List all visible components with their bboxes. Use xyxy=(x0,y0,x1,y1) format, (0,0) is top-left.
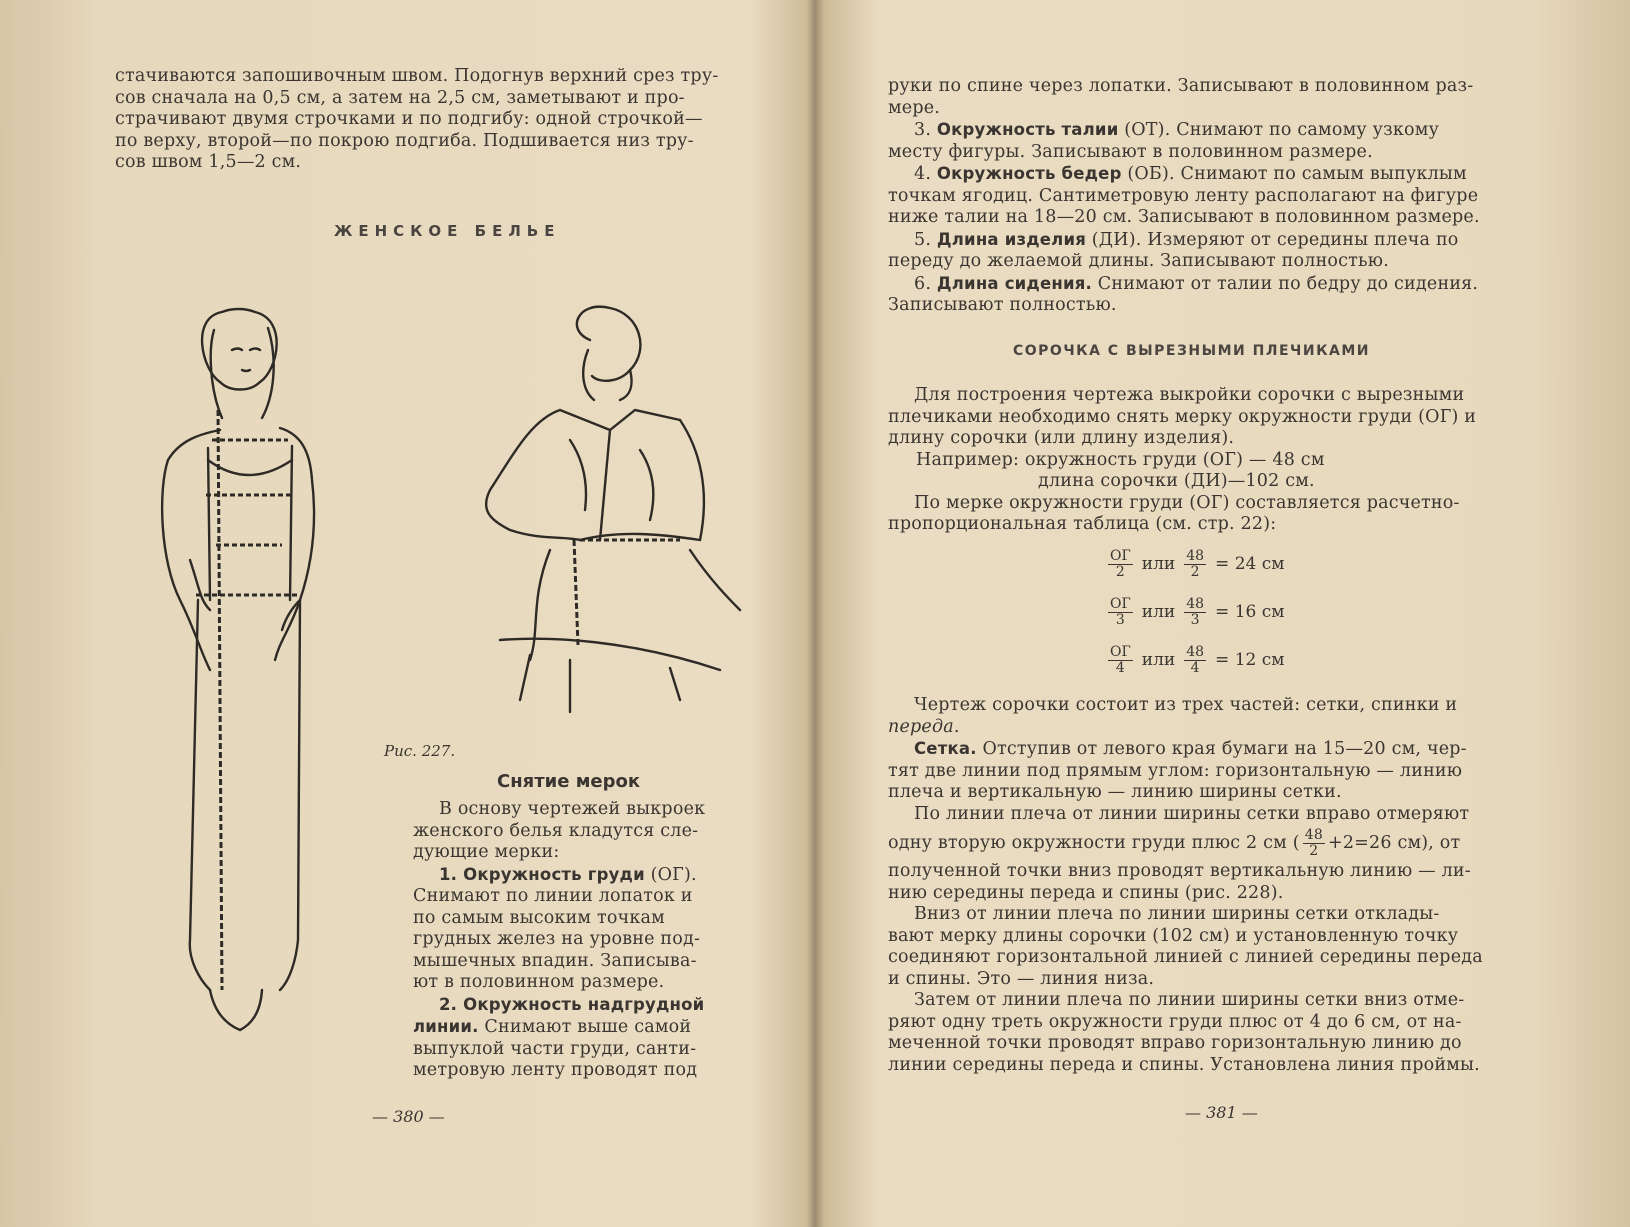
measure-item: 5. Длина изделия (ДИ). Измеряют от середины плеча по xyxy=(914,229,1459,250)
measure-title: Окружность талии xyxy=(936,120,1119,139)
text-line: Записывают полностью. xyxy=(888,295,1117,315)
text-line: дующие мерки: xyxy=(413,842,560,862)
text-line: длину сорочки (или длину изделия). xyxy=(888,428,1235,448)
construction-text xyxy=(888,695,1521,1076)
measurements-continued xyxy=(888,76,1521,317)
text-line: Снимают выше самой xyxy=(484,1017,692,1037)
text-line: мере. xyxy=(888,97,941,118)
formula-row: $\frac{ОГ}{2}$ или $\frac{48}{2}$ = 24 см xyxy=(1110,547,1285,580)
text-line: В основу чертежей выкроек xyxy=(439,799,706,819)
intro-text xyxy=(115,66,745,174)
setka-heading-line: Сетка. Отступив от левого края бумаги на 15—20 см, чер- xyxy=(914,739,1467,759)
text-line: Вниз от линии плеча по линии ширины сетки отклады- xyxy=(914,904,1440,924)
text-line: страчивают двумя строчками и по подгибу: одной строчкой— xyxy=(115,109,703,129)
text-line: тят две линии под прямым углом: горизонтальную — линию xyxy=(888,760,1463,781)
setka-title: Сетка. xyxy=(914,739,977,758)
text-line: линии середины переда и спины. Установлена линия проймы. xyxy=(888,1054,1480,1075)
text-line: полученной точки вниз проводят вертикальную линию — ли- xyxy=(888,861,1471,881)
page-number: — 381 — xyxy=(1185,1103,1258,1122)
right-page xyxy=(815,0,1630,1227)
measure-2-title: 2. Окружность надгрудной xyxy=(439,994,705,1014)
fraction: $\frac{48}{2}$ xyxy=(1186,547,1205,580)
text-line: грудных желез на уровне под- xyxy=(413,929,701,949)
text-line: метровую ленту проводят под xyxy=(413,1060,698,1080)
measure-2-heading xyxy=(413,994,730,1017)
text-line: сов сначала на 0,5 см, а затем на 2,5 см, заметывают и про- xyxy=(115,87,685,108)
measure-item: 6. Длина сидения. Снимают от талии по бедру до сидения. xyxy=(914,273,1479,294)
text-line: Снимают по линии лопаток и xyxy=(413,886,693,906)
text-line: ют в половинном размере. xyxy=(413,972,665,992)
measure-title: Длина сидения. xyxy=(936,273,1092,293)
figure-seated-woman-illustration xyxy=(470,300,750,720)
measure-2-title-cont: линии. xyxy=(413,1017,479,1036)
text-line: вают мерку длины сорочки (102 см) и установленную точку xyxy=(888,925,1459,946)
formula-line: одну вторую окружности груди плюс 2 см ( $\frac{48}{2}$ +2=26 см), от xyxy=(888,827,1461,859)
text-line: сов швом 1,5—2 см. xyxy=(115,152,302,172)
text-line: По линии плеча от линии ширины сетки вправо отмеряют xyxy=(914,803,1470,824)
measurements-text xyxy=(413,799,730,1082)
text-line: женского белья кладутся сле- xyxy=(413,820,699,841)
text-line: по верху, второй—по покрою подгиба. Подшивается низ тру- xyxy=(115,130,694,151)
figure-caption: Рис. 227. xyxy=(384,742,456,760)
text-line: переда. xyxy=(888,716,960,737)
text-line: стачиваются запошивочным швом. Подогнув верхний срез тру- xyxy=(115,66,719,86)
text-line: нию середины переда и спины (рис. 228). xyxy=(888,882,1284,903)
text-line: точкам ягодиц. Сантиметровую ленту располагают на фигуре xyxy=(888,185,1479,206)
text-line: По мерке окружности груди (ОГ) составляется расчетно- xyxy=(914,492,1460,513)
text-line: выпуклой части груди, санти- xyxy=(413,1038,697,1059)
text-line: мышечных впадин. Записыва- xyxy=(413,950,697,971)
section-title: СОРОЧКА С ВЫРЕЗНЫМИ ПЛЕЧИКАМИ xyxy=(1013,343,1371,359)
measure-1-title: 1. Окружность груди xyxy=(439,864,645,884)
fraction: $\frac{ОГ}{4}$ xyxy=(1110,643,1131,676)
measure-2-first-line xyxy=(413,1016,730,1039)
measure-1-abbr: (ОГ). xyxy=(650,864,697,885)
text-line: месту фигуры. Записывают в половинном размере. xyxy=(888,141,1373,162)
example-line: длина сорочки (ДИ)—102 см. xyxy=(1038,471,1315,491)
fraction: $\frac{ОГ}{2}$ xyxy=(1110,547,1131,580)
page-number: — 380 — xyxy=(372,1107,445,1126)
text-line: и спины. Это — линия низа. xyxy=(888,968,1155,989)
text-line: по самым высоким точкам xyxy=(413,907,665,928)
measure-title: Окружность бедер xyxy=(936,164,1122,183)
fraction: $\frac{ОГ}{3}$ xyxy=(1110,595,1131,628)
example-line: Например: окружность груди (ОГ) — 48 см xyxy=(916,449,1325,470)
measure-title: Длина изделия xyxy=(936,229,1087,249)
proportion-table xyxy=(1105,540,1284,684)
figure-standing-woman-illustration xyxy=(150,300,330,1060)
fraction: $\frac{48}{2}$ xyxy=(1304,827,1323,859)
subheading: Снятие мерок xyxy=(497,771,641,792)
measure-1-heading xyxy=(413,864,730,887)
text-line: Для построения чертежа выкройки сорочки с вырезными xyxy=(914,385,1465,405)
text-line: ниже талии на 18—20 см. Записывают в половинном размере. xyxy=(888,207,1480,227)
text-line: пропорциональная таблица (см. стр. 22): xyxy=(888,514,1277,534)
fraction: $\frac{48}{4}$ xyxy=(1186,643,1205,676)
text-line: плечиками необходимо снять мерку окружности груди (ОГ) и xyxy=(888,406,1477,427)
section-title: ЖЕНСКОЕ БЕЛЬЕ xyxy=(334,222,561,240)
measure-item: 3. Окружность талии (ОТ). Снимают по самому узкому xyxy=(914,120,1440,140)
fraction: $\frac{48}{3}$ xyxy=(1186,595,1205,628)
text-line: соединяют горизонтальной линией с линией середины переда xyxy=(888,947,1483,967)
formula-row: $\frac{ОГ}{3}$ или $\frac{48}{3}$ = 16 см xyxy=(1110,595,1285,628)
intro-paragraph xyxy=(888,385,1521,536)
text-line: Затем от линии плеча по линии ширины сетки вниз отме- xyxy=(914,990,1465,1010)
formula-row: $\frac{ОГ}{4}$ или $\frac{48}{4}$ = 12 см xyxy=(1110,643,1285,676)
measure-item: 4. Окружность бедер (ОБ). Снимают по самым выпуклым xyxy=(914,164,1467,184)
text-line: переду до желаемой длины. Записывают полностью. xyxy=(888,251,1389,271)
text-line: меченной точки проводят вправо горизонтальную линию до xyxy=(888,1033,1462,1053)
text-line: руки по спине через лопатки. Записывают в половинном раз- xyxy=(888,76,1474,96)
text-line: Чертеж сорочки состоит из трех частей: сетки, спинки и xyxy=(914,695,1458,715)
text-line: плеча и вертикальную — линию ширины сетки. xyxy=(888,782,1342,802)
text-line: ряют одну треть окружности груди плюс от 4 до 6 см, от на- xyxy=(888,1011,1462,1032)
